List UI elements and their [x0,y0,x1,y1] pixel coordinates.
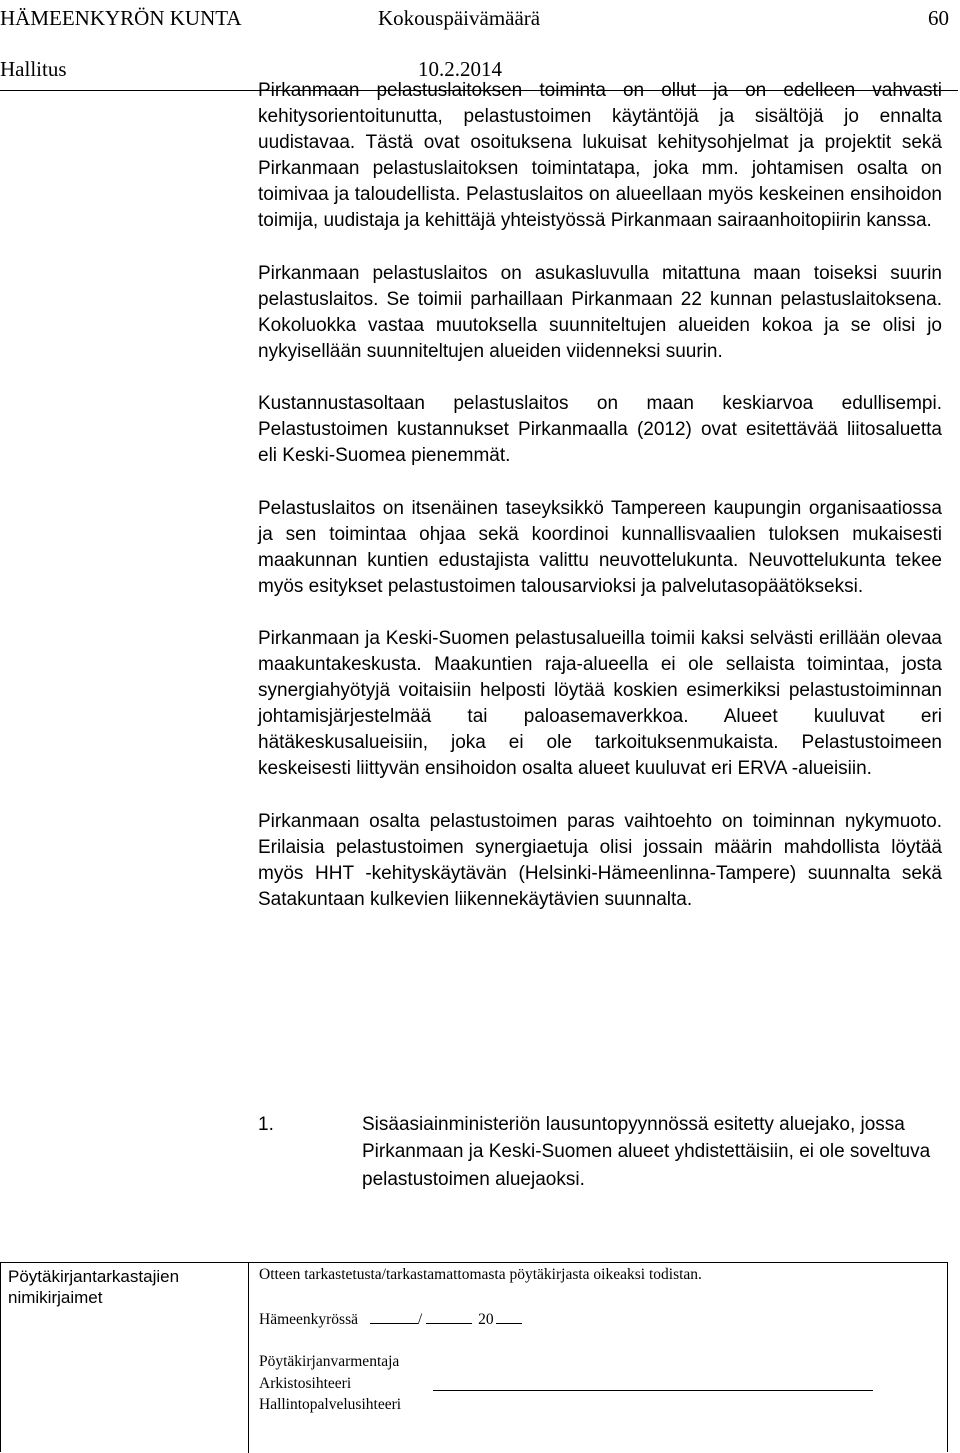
day-blank [370,1309,418,1324]
paragraph: Pirkanmaan osalta pelastustoimen paras vaihtoehto on toiminnan nykymuoto. Erilaisia pelastustoimen synergiaetuja olisi jossain määrin mahdollista löytää myös HHT -kehityskäytävän (Helsinki-Hämeenlinna-Tampere) suunnalta sekä Satakuntaan kulkevien liikennekäytävien suunnalta. [258,810,942,910]
paragraph: Pirkanmaan ja Keski-Suomen pelastusalueilla toimii kaksi selvästi erillään olevaa maakuntakeskusta. Maakuntien raja-alueella ei ole sellaista toimintaa, josta synergiahyötyjä voitaisiin helposti löytää koskien esimerkiksi pelastustoiminnan johtamisjärjestelmää tai paloasemaverkkoa. Alueet kuuluvat eri hätäkeskusalueisiin, joka ei ole tarkoituksenmukaista. Pelastustoimeen keskeisesti liittyvän ensihoidon osalta alueet kuuluvat eri ERVA -alueisiin. [258,627,942,780]
footer-role1: Arkistosihteeri [259,1375,352,1392]
date-slash: / [417,1311,423,1328]
meeting-date: 10.2.2014 [418,57,502,81]
municipality-name: HÄMEENKYRÖN KUNTA [0,6,242,30]
meeting-date-label: Kokouspäivämäärä [378,6,541,30]
footer-verifier: Pöytäkirjanvarmentaja [259,1353,400,1370]
page-number: 60 [928,6,949,30]
footer-role2: Hallintopalvelusihteeri [259,1396,402,1413]
paragraph: Pirkanmaan pelastuslaitoksen toiminta on ollut ja on edelleen vahvasti kehitysorientoitunutta, pelastustoimen käytäntöjä ja sisältöjä jo ennalta uudistavaa. Tästä ovat osoituksena lukuisat kehitysohjelmat ja projektit sekä Pirkanmaan pelastuslaitoksen toimintatapa, joka mm. johtamisen osalta on toimivaa ja taloudellista. Pelastuslaitos on alueellaan myös keskeinen ensihoidon toimija, uudistaja ja kehittäjä yhteistyössä Pirkanmaan sairaanhoitopiirin kanssa. [258,80,942,232]
paragraph: Pirkanmaan pelastuslaitos on asukasluvulla mitattuna maan toiseksi suurin pelastuslaitos. Se toimii parhaillaan Pirkanmaan 22 kunnan pelastuslaitoksena. Kokoluokka vastaa muutoksella suunniteltujen alueiden kokoa ja se olisi jo nykyisellään suunniteltujen alueiden viidenneksi suurin. [258,262,942,362]
body-name: Hallitus [0,57,67,81]
body-text [258,78,942,939]
footer-left-line1: Pöytäkirjantarkastajien [8,1267,180,1286]
footer-place: Hämeenkyrössä [259,1311,358,1328]
footer-initials-label [8,1266,179,1308]
footer-place-date [259,1309,522,1329]
footer-divider [248,1262,249,1453]
footer-left-line2: nimikirjaimet [8,1288,103,1307]
paragraph: Pelastuslaitos on itsenäinen taseyksikkö Tampereen kaupungin organisaatiossa ja sen toimintaa ohjaa sekä koordinoi kunnallisvaalien tuloksen mukaisesti maakunnan kuntien edustajista valittu neuvottelukunta. Neuvottelukunta tekee myös esitykset pelastustoimen talousarvioksi ja palvelutasopäätökseksi. [258,497,942,597]
paragraph: Kustannustasoltaan pelastuslaitos on maan keskiarvoa edullisempi. Pelastustoimen kustannukset Pirkanmaalla (2012) ovat esitettävää liitosaluetta eli Keski-Suomea pienemmät. [258,393,942,467]
footer-certification: Otteen tarkastetusta/tarkastamattomasta pöytäkirjasta oikeaksi todistan. [259,1266,702,1283]
signature-line [433,1390,873,1391]
list-item-text: Sisäasiainministeriön lausuntopyynnössä esitetty aluejako, jossa Pirkanmaan ja Keski-Suomen alueet yhdistettäisiin, ei ole soveltuva pelastustoimen aluejaoksi. [362,1114,931,1190]
list-item-number: 1. [258,1114,274,1135]
year-blank [496,1309,522,1324]
footer-year: 20 [478,1311,494,1328]
month-blank [426,1309,472,1324]
